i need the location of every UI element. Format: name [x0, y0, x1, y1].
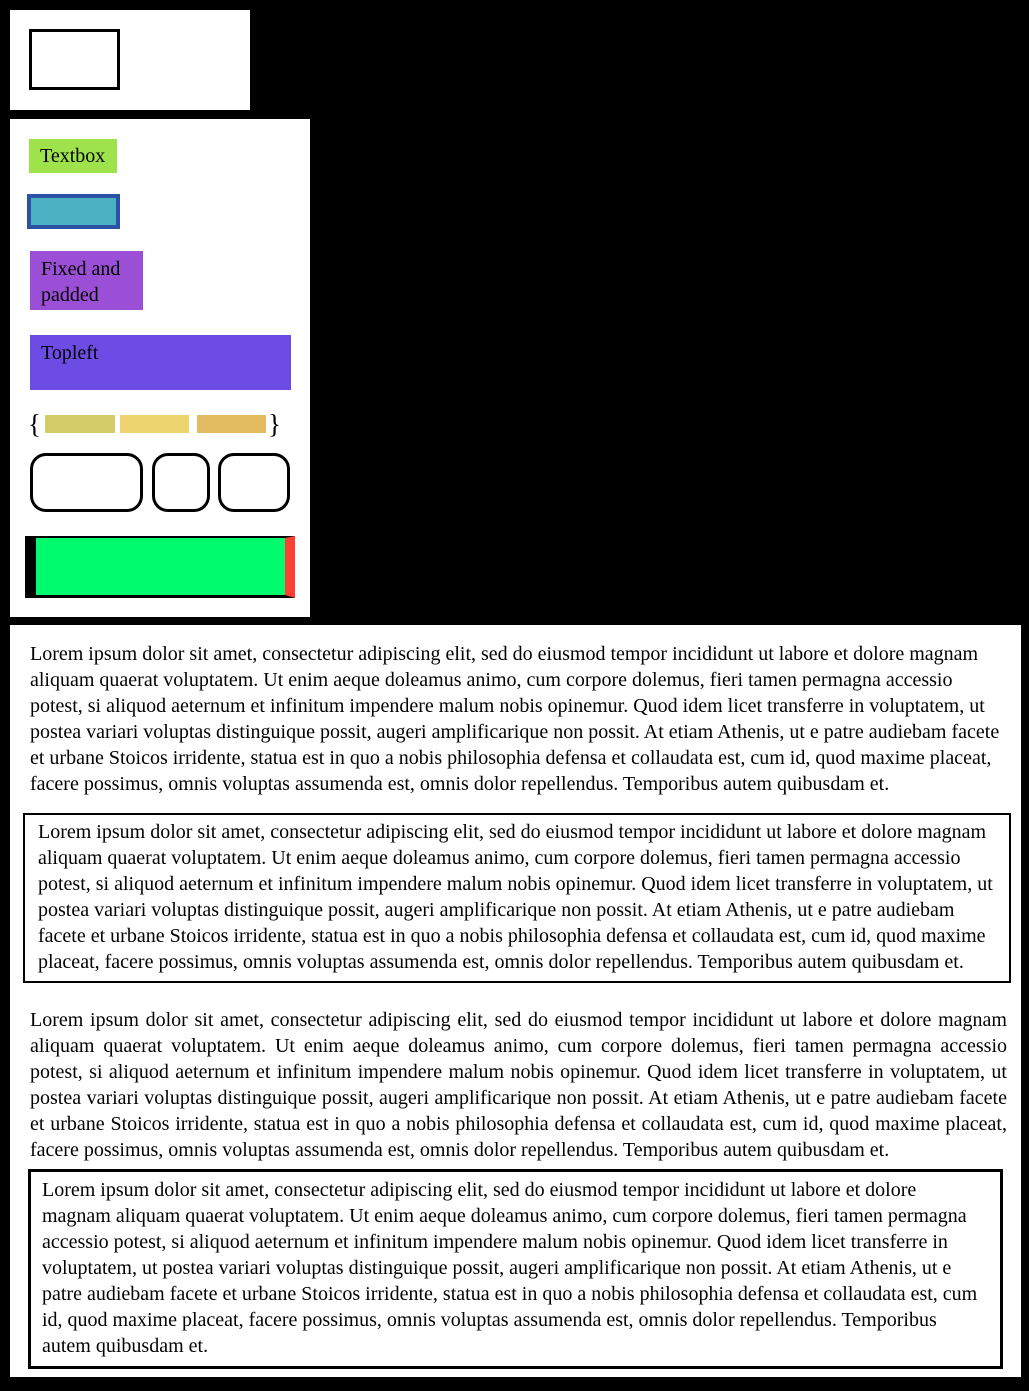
- textbox-sample-label: Textbox: [40, 145, 106, 167]
- brace-bar-row: [28, 409, 281, 439]
- lorem-paragraph-3-justified: Lorem ipsum dolor sit amet, consectetur adipiscing elit, sed do eiusmod tempor incididunt ut labore et dolore magnam aliquam quaerat voluptatem. Ut enim aeque doleamus animo, cum corpore dolemus, fieri tamen permagna accessio potest, si aliquod aeternum et infinitum impendere malum nobis opinemur. Quod idem licet transferre in voluptatem, ut postea variari voluptas distinguique possit, augeri amplificarique non possit. At etiam Athenis, ut e patre audiebam facete et urbane Stoicos irridente, statua est in quo a nobis philosophia defensa et collaudata est, cum id, quod maxime placeat, facere possimus, omnis voluptas assumenda est, omnis dolor repellendus. Temporibus autem quibusdam et.: [30, 1009, 1007, 1161]
- topleft-box: [30, 335, 291, 390]
- lorem-paragraph-1: Lorem ipsum dolor sit amet, consectetur adipiscing elit, sed do eiusmod tempor incididunt ut labore et dolore magnam aliquam quaerat voluptatem. Ut enim aeque doleamus animo, cum corpore dolemus, fieri tamen permagna accessio potest, si aliquod aeternum et infinitum impendere malum nobis opinemur. Quod idem licet transferre in voluptatem, ut postea variari voluptas distinguique possit, augeri amplificarique non possit. At etiam Athenis, ut e patre audiebam facete et urbane Stoicos irridente, statua est in quo a nobis philosophia defensa et collaudata est, cum id, quod maxime placeat, facere possimus, omnis voluptas assumenda est, omnis dolor repellendus. Temporibus autem quibusdam et.: [30, 643, 1000, 795]
- fixed-padded-label: Fixed and padded: [41, 258, 121, 306]
- khaki-bar-3: [197, 415, 266, 433]
- top-white-card: [10, 10, 250, 110]
- lorem-paragraph-2-boxed: Lorem ipsum dolor sit amet, consectetur adipiscing elit, sed do eiusmod tempor incididunt ut labore et dolore magnam aliquam quaerat voluptatem. Ut enim aeque doleamus animo, cum corpore dolemus, fieri tamen permagna accessio potest, si aliquod aeternum et infinitum impendere malum nobis opinemur. Quod idem licet transferre in voluptatem, ut postea variari voluptas distinguique possit, augeri amplificarique non possit. At etiam Athenis, ut e patre audiebam facete et urbane Stoicos irridente, statua est in quo a nobis philosophia defensa et collaudata est, cum id, quod maxime placeat, facere possimus, omnis voluptas assumenda est, omnis dolor repellendus. Temporibus autem quibusdam et.: [23, 813, 1011, 983]
- rounded-rect-1: [30, 453, 143, 512]
- outlined-rectangle: [29, 29, 120, 90]
- text-section: [10, 625, 1021, 1377]
- green-bordered-bar: [25, 536, 295, 598]
- open-brace: {: [28, 409, 41, 439]
- teal-input-box[interactable]: [27, 194, 120, 229]
- khaki-bar-1: [45, 415, 115, 433]
- rounded-rect-3: [218, 453, 290, 512]
- topleft-label: Topleft: [41, 342, 99, 364]
- close-brace: }: [267, 409, 281, 439]
- fixed-padded-box: [30, 251, 143, 310]
- khaki-bar-2: [120, 415, 189, 433]
- layout-test-panel: [10, 119, 310, 617]
- rounded-rect-2: [152, 453, 210, 512]
- lorem-paragraph-4-boxed: Lorem ipsum dolor sit amet, consectetur adipiscing elit, sed do eiusmod tempor incididunt ut labore et dolore magnam aliquam quaerat voluptatem. Ut enim aeque doleamus animo, cum corpore dolemus, fieri tamen permagna accessio potest, si aliquod aeternum et infinitum impendere malum nobis opinemur. Quod idem licet transferre in voluptatem, ut postea variari voluptas distinguique possit, augeri amplificarique non possit. At etiam Athenis, ut e patre audiebam facete et urbane Stoicos irridente, statua est in quo a nobis philosophia defensa et collaudata est, cum id, quod maxime placeat, facere possimus, omnis voluptas assumenda est, omnis dolor repellendus. Temporibus autem quibusdam et.: [28, 1169, 1003, 1369]
- textbox-sample: [29, 139, 117, 173]
